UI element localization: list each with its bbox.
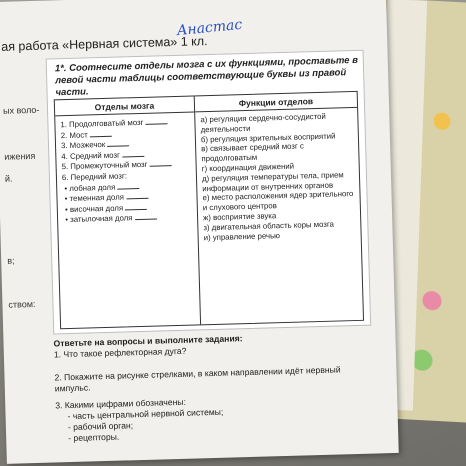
margin-fragment: ижения bbox=[4, 150, 36, 162]
question-2: 2. Покажите на рисунке стрелками, в каком направлении идёт нервный импульс. bbox=[54, 364, 341, 394]
margin-fragment: ых воло- bbox=[2, 104, 40, 116]
function-item: ж) восприятие звука bbox=[202, 211, 277, 223]
answer-blank[interactable] bbox=[90, 129, 112, 137]
answer-blank[interactable] bbox=[125, 203, 147, 211]
section-item: 1. Продолговатый мозг bbox=[60, 117, 190, 131]
answer-blank[interactable] bbox=[122, 150, 144, 158]
question-3-item: - часть центральной нервной системы; bbox=[67, 406, 224, 422]
questions-heading: Ответьте на вопросы и выполните задания: bbox=[53, 333, 243, 349]
question-1: 1. Что такое рефлекторная дуга? bbox=[53, 345, 187, 360]
function-item: в) связывает средний мозг с продолговатым bbox=[201, 141, 304, 164]
margin-fragment: в; bbox=[7, 255, 15, 266]
question-3: 3. Какими цифрами обозначены: bbox=[55, 396, 187, 411]
section-item: • височная доля bbox=[63, 201, 193, 215]
questions-section bbox=[53, 330, 376, 445]
section-item: 5. Промежуточный мозг bbox=[62, 159, 192, 173]
answer-blank[interactable] bbox=[107, 139, 129, 147]
answer-blank[interactable] bbox=[117, 182, 139, 190]
section-item: • затылочная доля bbox=[63, 212, 193, 226]
margin-fragment: й. bbox=[4, 173, 13, 184]
section-item: 2. Мост bbox=[61, 127, 191, 141]
answer-blank[interactable] bbox=[145, 117, 167, 125]
answer-blank[interactable] bbox=[135, 213, 157, 221]
functions-column bbox=[195, 92, 363, 324]
section-item: 4. Средний мозг bbox=[61, 148, 191, 162]
section-item: • теменная доля bbox=[62, 191, 192, 205]
question-3-item: - рабочий орган; bbox=[67, 420, 134, 433]
section-item: • лобная доля bbox=[62, 180, 192, 194]
task-card bbox=[46, 50, 372, 335]
function-item: а) регуляция сердечно-сосудистой деятельности bbox=[200, 111, 326, 135]
handwritten-name: Анастас bbox=[176, 16, 243, 40]
matching-table bbox=[54, 91, 364, 329]
question-3-item: - рецепторы. bbox=[68, 431, 120, 444]
brain-sections-column bbox=[55, 96, 201, 328]
right-column-header: Функции отделов bbox=[195, 92, 357, 113]
function-item: б) регуляция зрительных восприятий bbox=[200, 131, 336, 144]
left-column-header: Отделы мозга bbox=[55, 96, 194, 116]
section-item: 6. Передний мозг: bbox=[61, 171, 128, 183]
function-item: г) координация движений bbox=[201, 161, 295, 174]
function-item: и) управление речью bbox=[203, 230, 281, 242]
answer-blank[interactable] bbox=[150, 159, 172, 167]
answer-blank[interactable] bbox=[126, 192, 148, 200]
task-instructions: 1*. Соотнесите отделы мозга с их функциями, проставьте в левой части таблицы соответствующие буквы из правой части. bbox=[54, 54, 359, 99]
function-item: д) регуляция температуры тела, прием информации от внутренних органов bbox=[201, 170, 344, 193]
section-item: 3. Мозжечок bbox=[61, 138, 191, 152]
margin-fragment: ством: bbox=[8, 298, 36, 310]
function-item: з) двигательная область коры мозга bbox=[203, 219, 335, 233]
function-item: е) место расположения ядер зрительного и слухового центров bbox=[202, 189, 354, 213]
worksheet-title: ая работа «Нервная система» 1 кл. bbox=[1, 34, 208, 54]
